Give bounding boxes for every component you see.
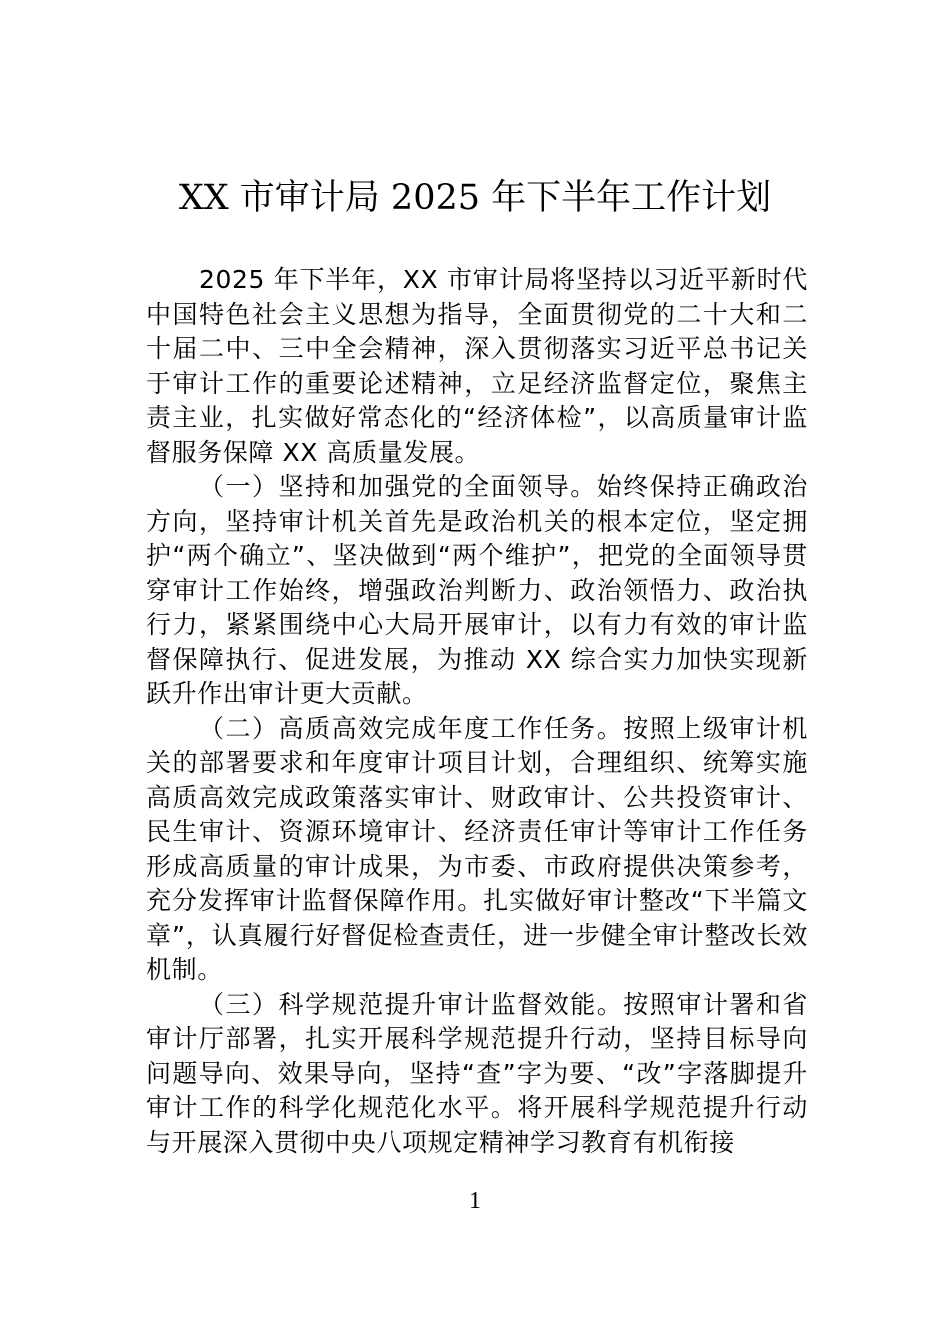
paragraph-section-2: （二）高质高效完成年度工作任务。按照上级审计机关的部署要求和年度审计项目计划，合理组织、统筹实施高质高效完成政策落实审计、财政审计、公共投资审计、民生审计、资源环境审计、经济责任审计等审计工作任务形成高质量的审计成果，为市委、市政府提供决策参考，充分发挥审计监督保障作用。扎实做好审计整改“下半篇文章”，认真履行好督促检查责任，进一步健全审计整改长效机制。 (146, 713, 808, 984)
paragraph-section-3: （三）科学规范提升审计监督效能。按照审计署和省审计厅部署，扎实开展科学规范提升行动，坚持目标导向问题导向、效果导向，坚持“查”字为要、“改”字落脚提升审计工作的科学化规范化水平。将开展科学规范提升行动与开展深入贯彻中央八项规定精神学习教育有机衔接 (146, 989, 808, 1157)
document-title: XX 市审计局 2025 年下半年工作计划 (178, 178, 772, 218)
paragraph-intro: 2025 年下半年，XX 市审计局将坚持以习近平新时代中国特色社会主义思想为指导，全面贯彻党的二十大和二十届二中、三中全会精神，深入贯彻落实习近平总书记关于审计工作的重要论述精神，立足经济监督定位，聚焦主责主业，扎实做好常态化的“经济体检”，以高质量审计监督服务保障 XX 高质量发展。 (146, 265, 808, 467)
page-number: 1 (469, 1188, 481, 1214)
paragraph-section-1: （一）坚持和加强党的全面领导。始终保持正确政治方向，坚持审计机关首先是政治机关的根本定位，坚定拥护“两个确立”、坚决做到“两个维护”，把党的全面领导贯穿审计工作始终，增强政治判断力、政治领悟力、政治执行力，紧紧围绕中心大局开展审计，以有力有效的审计监督保障执行、促进发展，为推动 XX 综合实力加快实现新跃升作出审计更大贡献。 (146, 472, 808, 708)
document-body (146, 263, 808, 1160)
